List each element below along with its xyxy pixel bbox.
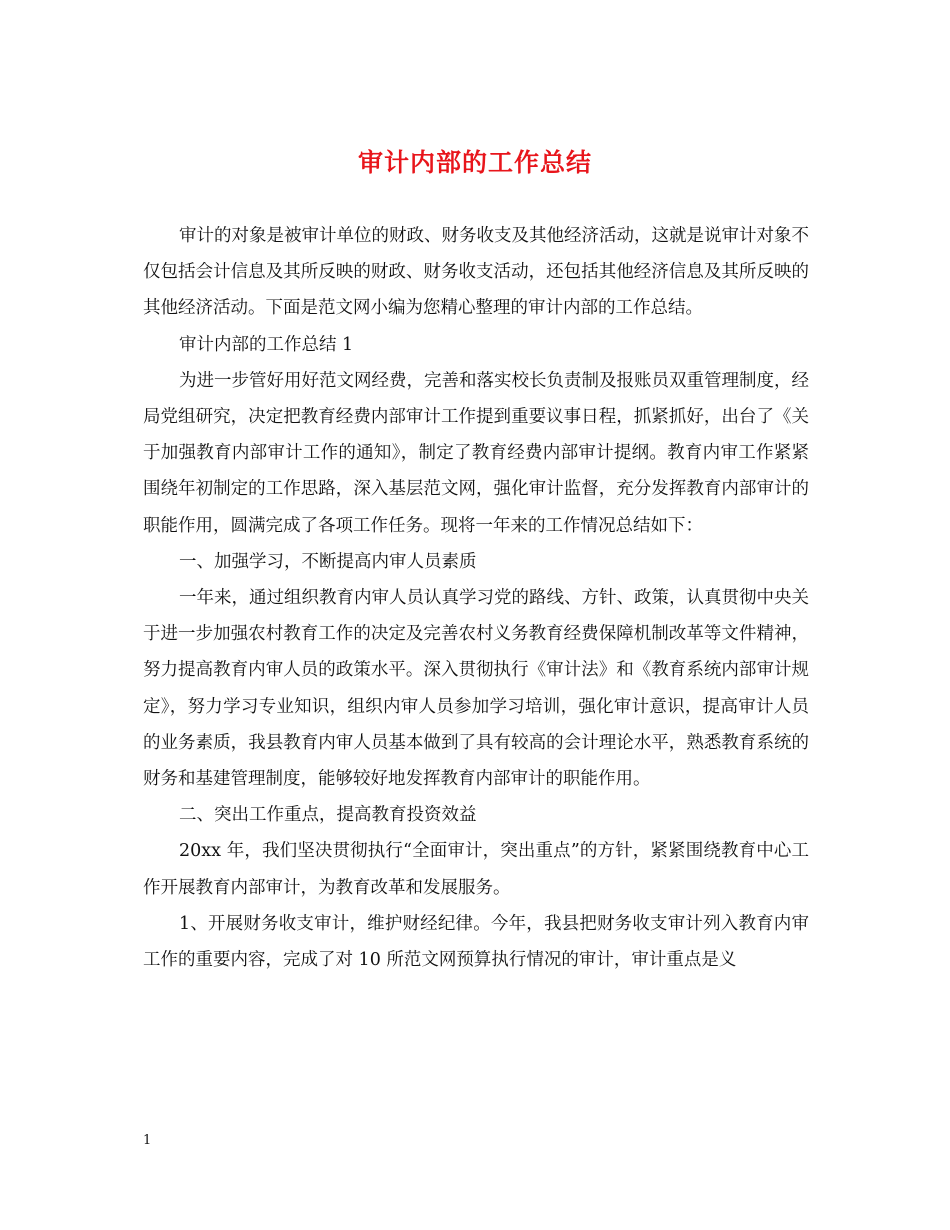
page-number: 1 bbox=[143, 1133, 152, 1148]
section-heading-2: 二、突出工作重点，提高教育投资效益 bbox=[179, 805, 477, 826]
paragraph-study: 一年来，通过组织教育内审人员认真学习党的路线、方针、政策，认真贯彻中央关于进一步加强农村教育工作的决定及完善农村义务教育经费保障机制改革等文件精神，努力提高教育内审人员的政策水平。深入贯彻执行《审计法》和《教育系统内部审计规定》，努力学习专业知识，组织内审人员参加学习培训，强化审计意识，提高审计人员的业务素质，我县教育内审人员基本做到了具有较高的会计理论水平，熟悉教育系统的财务和基建管理制度，能够较好地发挥教育内部审计的职能作用。 bbox=[143, 588, 809, 790]
paragraph-overview: 为进一步管好用好范文网经费，完善和落实校长负责制及报账员双重管理制度，经局党组研究，决定把教育经费内部审计工作提到重要议事日程，抓紧抓好，出台了《关于加强教育内部审计工作的通知》，制定了教育经费内部审计提纲。教育内审工作紧紧围绕年初制定的工作思路，深入基层范文网，强化审计监督，充分发挥教育内部审计的职能作用，圆满完成了各项工作任务。现将一年来的工作情况总结如下： bbox=[143, 370, 809, 536]
document-title: 审计内部的工作总结 bbox=[357, 148, 592, 177]
document-body bbox=[143, 218, 809, 978]
paragraph-policy: 20xx 年，我们坚决贯彻执行“全面审计，突出重点”的方针，紧紧围绕教育中心工作开展教育内部审计，为教育改革和发展服务。 bbox=[143, 841, 809, 898]
intro-paragraph: 审计的对象是被审计单位的财政、财务收支及其他经济活动，这就是说审计对象不仅包括会计信息及其所反映的财政、财务收支活动，还包括其他经济信息及其所反映的其他经济活动。下面是范文网小编为您精心整理的审计内部的工作总结。 bbox=[143, 226, 809, 319]
section-heading-summary-1: 审计内部的工作总结 1 bbox=[179, 334, 354, 355]
paragraph-audit: 1、开展财务收支审计，维护财经纪律。今年，我县把财务收支审计列入教育内审工作的重要内容，完成了对 10 所范文网预算执行情况的审计，审计重点是义 bbox=[143, 913, 809, 971]
section-heading-1: 一、加强学习，不断提高内审人员素质 bbox=[179, 551, 477, 572]
